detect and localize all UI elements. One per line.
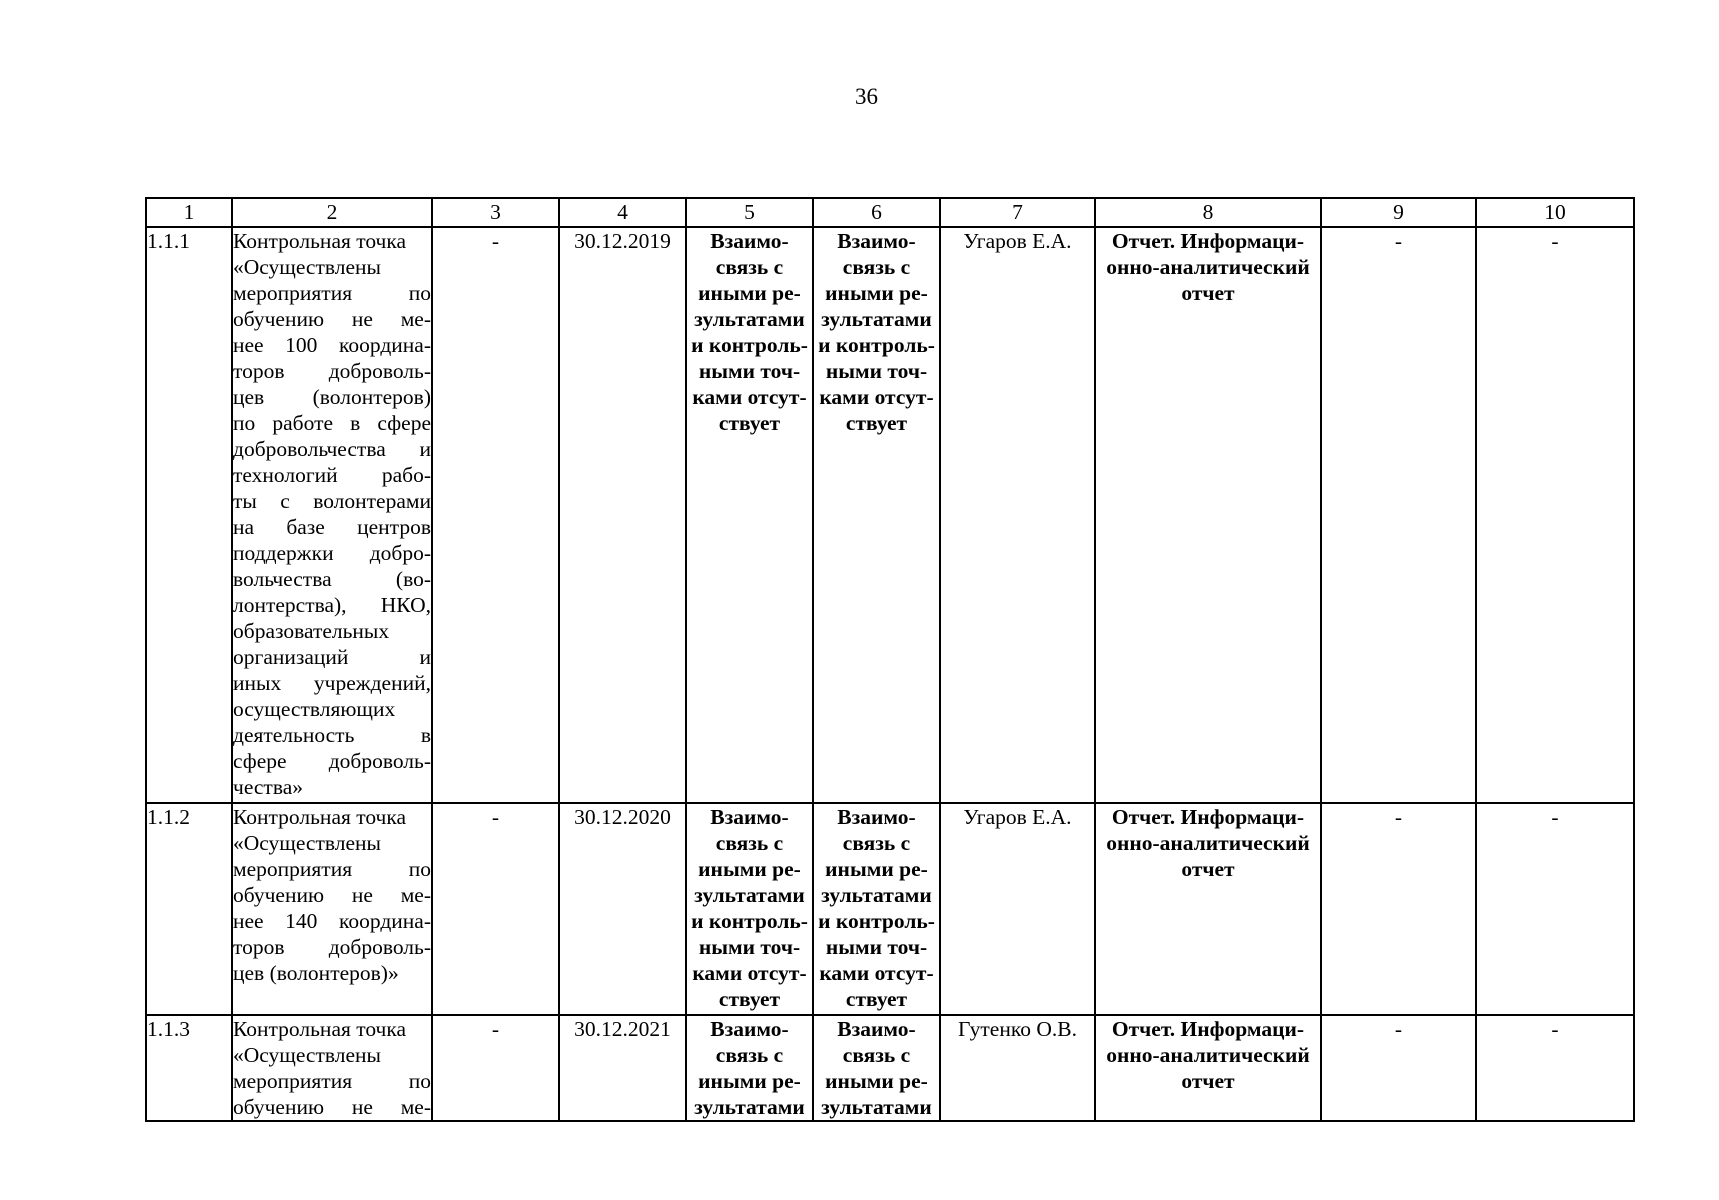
row-responsible: Угаров Е.А. xyxy=(940,803,1095,1015)
column-header: 1 xyxy=(146,198,232,227)
row-col9: - xyxy=(1321,227,1476,803)
row-responsible: Угаров Е.А. xyxy=(940,227,1095,803)
column-header: 3 xyxy=(432,198,559,227)
row-col6: Взаимо- связь с иными ре- зультатами xyxy=(813,1015,940,1121)
row-description: Контрольная точка «Осуществлены мероприятия по обучению не ме- нее 100 координа- торов доброволь- цев (волонтеров) по работе в сфере добровольчества и технологий рабо- ты с волонтерами на базе центров поддержки добро- вольчества (во- лонтерства), НКО, образовательных организаций и иных учреждений, осуществляющих деятельность в сфере доброволь- чества» xyxy=(232,227,432,803)
table-row xyxy=(146,803,1634,1015)
row-date: 30.12.2020 xyxy=(559,803,686,1015)
column-header: 8 xyxy=(1095,198,1321,227)
row-col5: Взаимо- связь с иными ре- зультатами и контроль- ными точ- ками отсут- ствует xyxy=(686,803,813,1015)
row-date: 30.12.2019 xyxy=(559,227,686,803)
row-number: 1.1.3 xyxy=(146,1015,232,1121)
row-description: Контрольная точка «Осуществлены мероприятия по обучению не ме- xyxy=(233,1017,431,1119)
row-description: Контрольная точка «Осуществлены мероприятия по обучению не ме- нее 140 координа- торов доброволь- цев (волонтеров)» xyxy=(232,803,432,1015)
row-col6: Взаимо- связь с иными ре- зультатами и контроль- ными точ- ками отсут- ствует xyxy=(813,803,940,1015)
page-number: 36 xyxy=(855,84,878,109)
column-header: 5 xyxy=(686,198,813,227)
row-col9: - xyxy=(1321,803,1476,1015)
table-row xyxy=(146,227,1634,803)
row-col9: - xyxy=(1321,1015,1476,1121)
row-col10: - xyxy=(1476,1015,1634,1121)
column-header: 4 xyxy=(559,198,686,227)
header-row xyxy=(146,198,1634,227)
table-row xyxy=(146,1015,1634,1121)
row-col3: - xyxy=(432,803,559,1015)
column-header: 10 xyxy=(1476,198,1634,227)
row-col3: - xyxy=(432,1015,559,1121)
column-header: 6 xyxy=(813,198,940,227)
plan-table xyxy=(145,197,1635,1122)
row-report-type: Отчет. Информаци- онно-аналитический отчет xyxy=(1095,803,1321,1015)
column-header: 7 xyxy=(940,198,1095,227)
row-number: 1.1.2 xyxy=(146,803,232,1015)
row-col10: - xyxy=(1476,227,1634,803)
row-col5: Взаимо- связь с иными ре- зультатами xyxy=(686,1015,813,1121)
row-date: 30.12.2021 xyxy=(559,1015,686,1121)
row-report-type: Отчет. Информаци- онно-аналитический отчет xyxy=(1095,1015,1321,1121)
row-col6: Взаимо- связь с иными ре- зультатами и контроль- ными точ- ками отсут- ствует xyxy=(813,227,940,803)
row-col5: Взаимо- связь с иными ре- зультатами и контроль- ными точ- ками отсут- ствует xyxy=(686,227,813,803)
column-header: 9 xyxy=(1321,198,1476,227)
row-number: 1.1.1 xyxy=(146,227,232,803)
row-responsible: Гутенко О.В. xyxy=(940,1015,1095,1121)
column-header: 2 xyxy=(232,198,432,227)
row-col10: - xyxy=(1476,803,1634,1015)
row-col3: - xyxy=(432,227,559,803)
row-report-type: Отчет. Информаци- онно-аналитический отчет xyxy=(1095,227,1321,803)
